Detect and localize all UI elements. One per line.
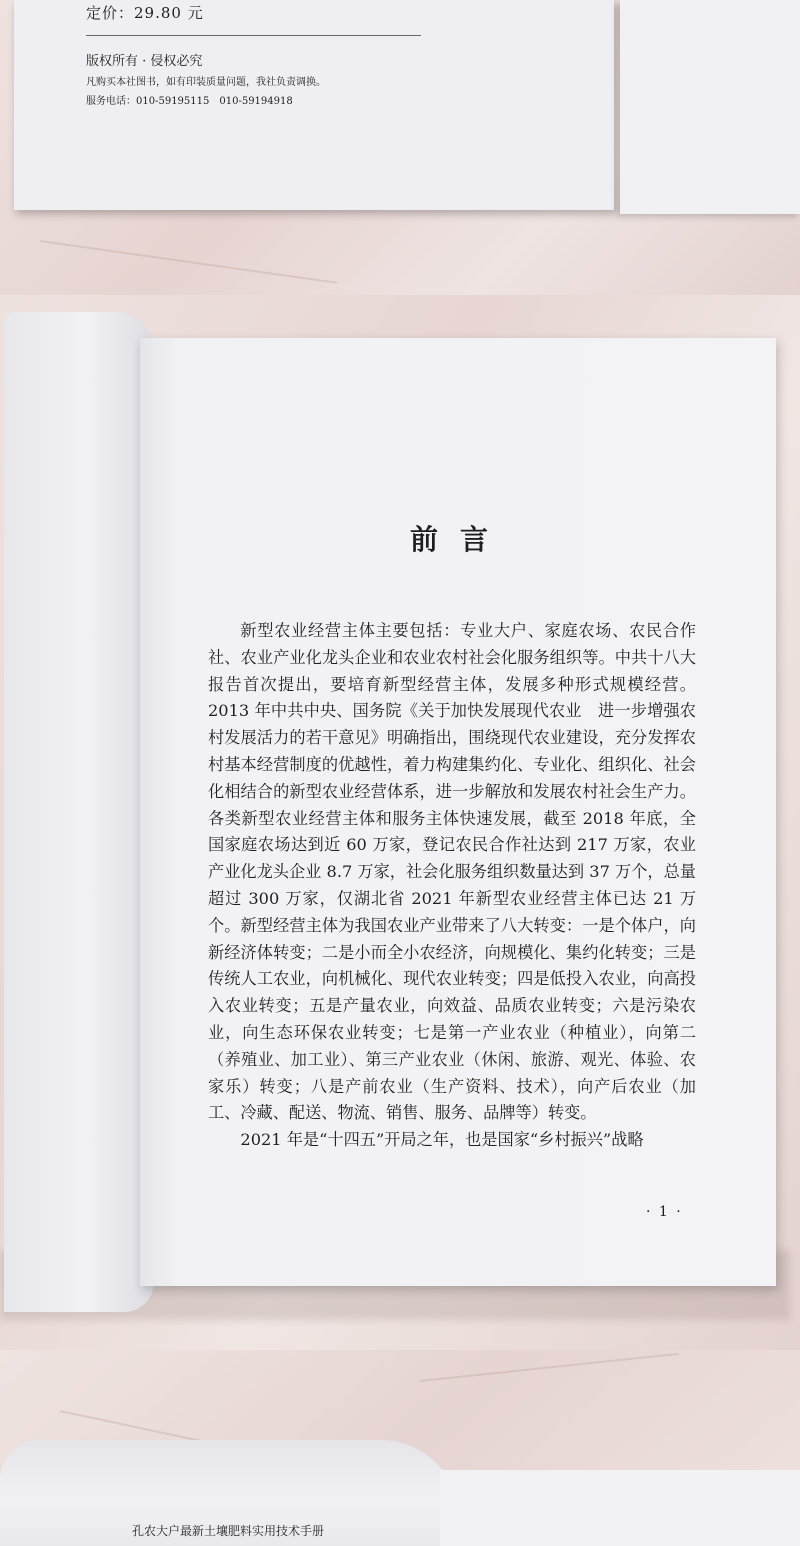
facing-page [620,0,800,214]
preface-paragraph: 2021 年是“十四五”开局之年，也是国家“乡村振兴”战略 [240,1130,644,1150]
preface-title: 前言 [409,523,510,556]
running-header: 孔农大户最新土壤肥料实用技术手册 [132,1524,325,1538]
left-page-curl [4,312,154,1312]
copyright-text: 版权所有 · 侵权必究 [86,54,203,69]
quality-notice: 凡购买本社图书，如有印装质量问题，我社负责调换。 [86,77,326,88]
copyright-page [14,0,614,210]
service-phone: 服务电话：010-59195115 010-59194918 [86,96,293,107]
page-number: · 1 · [646,1204,683,1220]
bottom-page-right [440,1470,800,1546]
price-text: 定价：29.80 元 [86,4,204,22]
divider-line [86,35,421,36]
preface-page [140,338,776,1286]
preface-paragraph: 新型农业经营主体主要包括：专业大户、家庭农场、农民合作社、农业产业化龙头企业和农业农村社会化服务组织等。中共十八大报告首次提出，要培育新型经营主体，发展多种形式规模经营。2013 年中共中央、国务院《关于加快发展现代农业 进一步增强农村发展活力的若干意见》明确指出，围绕现代农业建设，充分发挥农村基本经营制度的优越性，着力构建集约化、专业化、组织化、社会化相结合的新型农业经营体系，进一步解放和发展农村社会生产力。各类新型农业经营主体和服务主体快速发展，截至 2018 年底，全国家庭农场达到近 60 万家，登记农民合作社达到 217 万家，农业产业化龙头企业 8.7 万家，社会化服务组织数量达到 37 万个，总量超过 300 万家，仅湖北省 2021 年新型农业经营主体已达 21 万个。新型经营主体为我国农业产业带来了八大转变：一是个体户，向新经济体转变；二是小而全小农经济，向规模化、集约化转变；三是传统人工农业，向机械化、现代农业转变；四是低投入农业，向高投入农业转变；五是产量农业，向效益、品质农业转变；六是污染农业，向生态环保农业转变；七是第一产业农业（种植业），向第二（养殖业、加工业）、第三产业农业（休闲、旅游、观光、体验、农家乐）转变；八是产前农业（生产资料、技术），向产后农业（加工、冷藏、配送、物流、销售、服务、品牌等）转变。 [208,621,696,1123]
preface-body [208,618,696,1154]
